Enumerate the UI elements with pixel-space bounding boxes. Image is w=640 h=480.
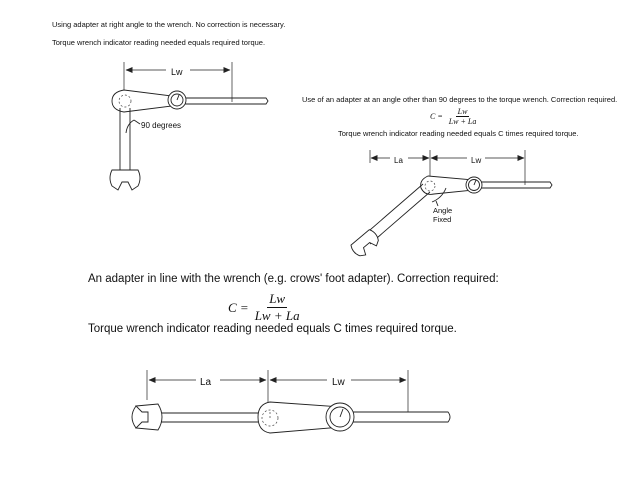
diagram1-angle-label: 90 degrees bbox=[141, 121, 182, 130]
section3-formula-numerator: Lw bbox=[269, 291, 286, 306]
section2-formula-lhs: C = bbox=[430, 112, 443, 121]
section3-formula-lhs: C = bbox=[228, 299, 249, 315]
section3-formula-denominator: Lw + La bbox=[254, 308, 300, 323]
diagram-right-angle bbox=[110, 62, 268, 190]
diagram2-dim-a-label: La bbox=[394, 156, 403, 165]
diagram3-dim-w-label: Lw bbox=[332, 377, 345, 388]
section1-line1: Using adapter at right angle to the wrench. No correction is necessary. bbox=[52, 20, 286, 29]
diagram3-dim-a-label: La bbox=[200, 377, 212, 388]
section2-line1: Use of an adapter at an angle other than 90 degrees to the torque wrench. Correction required. bbox=[302, 95, 618, 104]
section2-line2: Torque wrench indicator reading needed equals C times required torque. bbox=[338, 129, 579, 138]
diagram2-dim-w-label: Lw bbox=[471, 156, 482, 165]
diagram-angled bbox=[349, 150, 552, 259]
section2-formula-denominator: Lw + La bbox=[448, 117, 477, 126]
diagram1-dim-label: Lw bbox=[171, 67, 183, 77]
diagram2-angle-label-1: Angle bbox=[433, 206, 453, 215]
section3-heading: An adapter in line with the wrench (e.g. crows' foot adapter). Correction required: bbox=[88, 273, 499, 285]
section1-line2: Torque wrench indicator reading needed equals required torque. bbox=[52, 38, 266, 47]
diagram-inline bbox=[132, 370, 450, 433]
section3-line2: Torque wrench indicator reading needed equals C times required torque. bbox=[88, 323, 457, 335]
section2-formula-numerator: Lw bbox=[457, 107, 468, 116]
diagram2-angle-label-2: Fixed bbox=[433, 215, 452, 224]
